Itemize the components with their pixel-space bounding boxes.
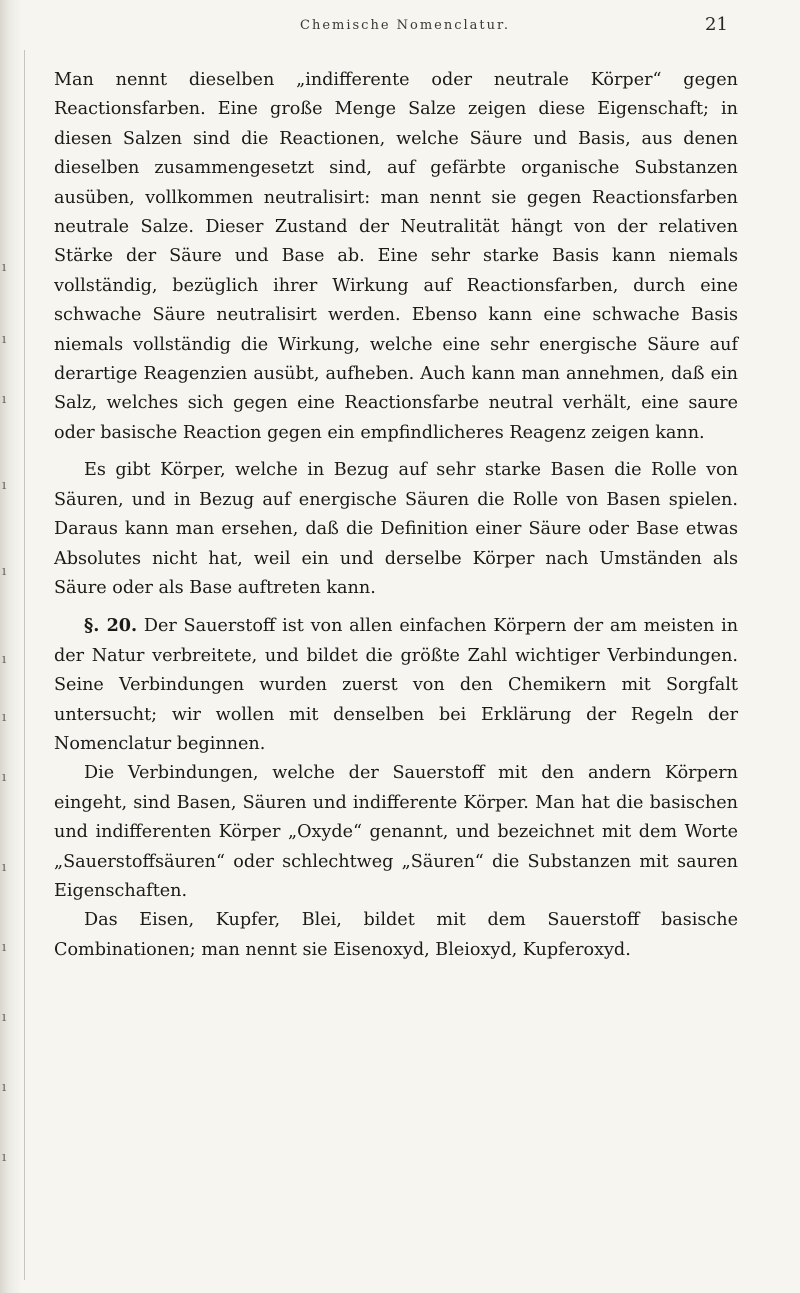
paragraph: Es gibt Körper, welche in Bezug auf sehr starke Basen die Rolle von Säuren, und in Bezug auf energische Säuren die Rolle von Basen spielen. Daraus kann man ersehen, daß die Definition einer Säure oder Base etwas Absolutes nicht hat, weil ein und derselbe Körper nach Umständen als Säure oder als Base auftreten kann. [54, 460, 738, 598]
running-head: Chemische Nomenclatur. [300, 18, 510, 33]
body-text [54, 66, 738, 965]
gutter-line [24, 50, 25, 1280]
paragraph-text: Der Sauerstoff ist von allen einfachen Körpern der am meisten in der Natur verbreitete, und bildet die größte Zahl wichtiger Verbindungen. Seine Verbindungen wurden zuerst von den Chemikern mit Sorgfalt untersucht; wir wollen mit denselben bei Erklärung der Regeln der Nomenclatur beginnen. [54, 616, 739, 754]
paragraph: Das Eisen, Kupfer, Blei, bildet mit dem Sauerstoff basische Combinationen; man nennt sie Eisenoxyd, Bleioxyd, Kupferoxyd. [54, 910, 738, 960]
paragraph: Man nennt dieselben „indifferente oder neutrale Körper“ gegen Reactionsfarben. Eine große Menge Salze zeigen diese Eigenschaft; in diesen Salzen sind die Reactionen, welche Säure und Basis, aus denen dieselben zusammengesetzt sind, auf gefärbte organische Substanzen ausüben, vollkommen neutralisirt: man nennt sie gegen Reactionsfarben neutrale Salze. Dieser Zustand der Neutralität hängt von der relativen Stärke der Säure und Base ab. Eine sehr starke Basis kann niemals vollständig, bezüglich ihrer Wirkung auf Reactionsfarben, durch eine schwache Säure neutralisirt werden. Ebenso kann eine schwache Basis niemals vollständig die Wirkung, welche eine sehr energische Säure auf derartige Reagenzien ausübt, aufheben. Auch kann man annehmen, daß ein Salz, welches sich gegen eine Reactionsfarbe neutral verhält, eine saure oder basische Reaction gegen ein empfindlicheres Reagenz zeigen kann. [54, 70, 738, 443]
paragraph: Die Verbindungen, welche der Sauerstoff mit den andern Körpern eingeht, sind Basen, Säuren und indifferente Körper. Man hat die basischen und indifferenten Körper „Oxyde“ genannt, und bezeichnet mit dem Worte „Sauerstoffsäuren“ oder schlechtweg „Säuren“ die Substanzen mit sauren Eigenschaften. [54, 763, 738, 901]
page-number: 21 [705, 14, 728, 35]
edge-marks: ı ı ı ı ı ı ı ı ı ı ı ı ı [2, 260, 7, 1165]
section-paragraph [54, 611, 738, 759]
section-mark: §. 20. [84, 615, 138, 637]
